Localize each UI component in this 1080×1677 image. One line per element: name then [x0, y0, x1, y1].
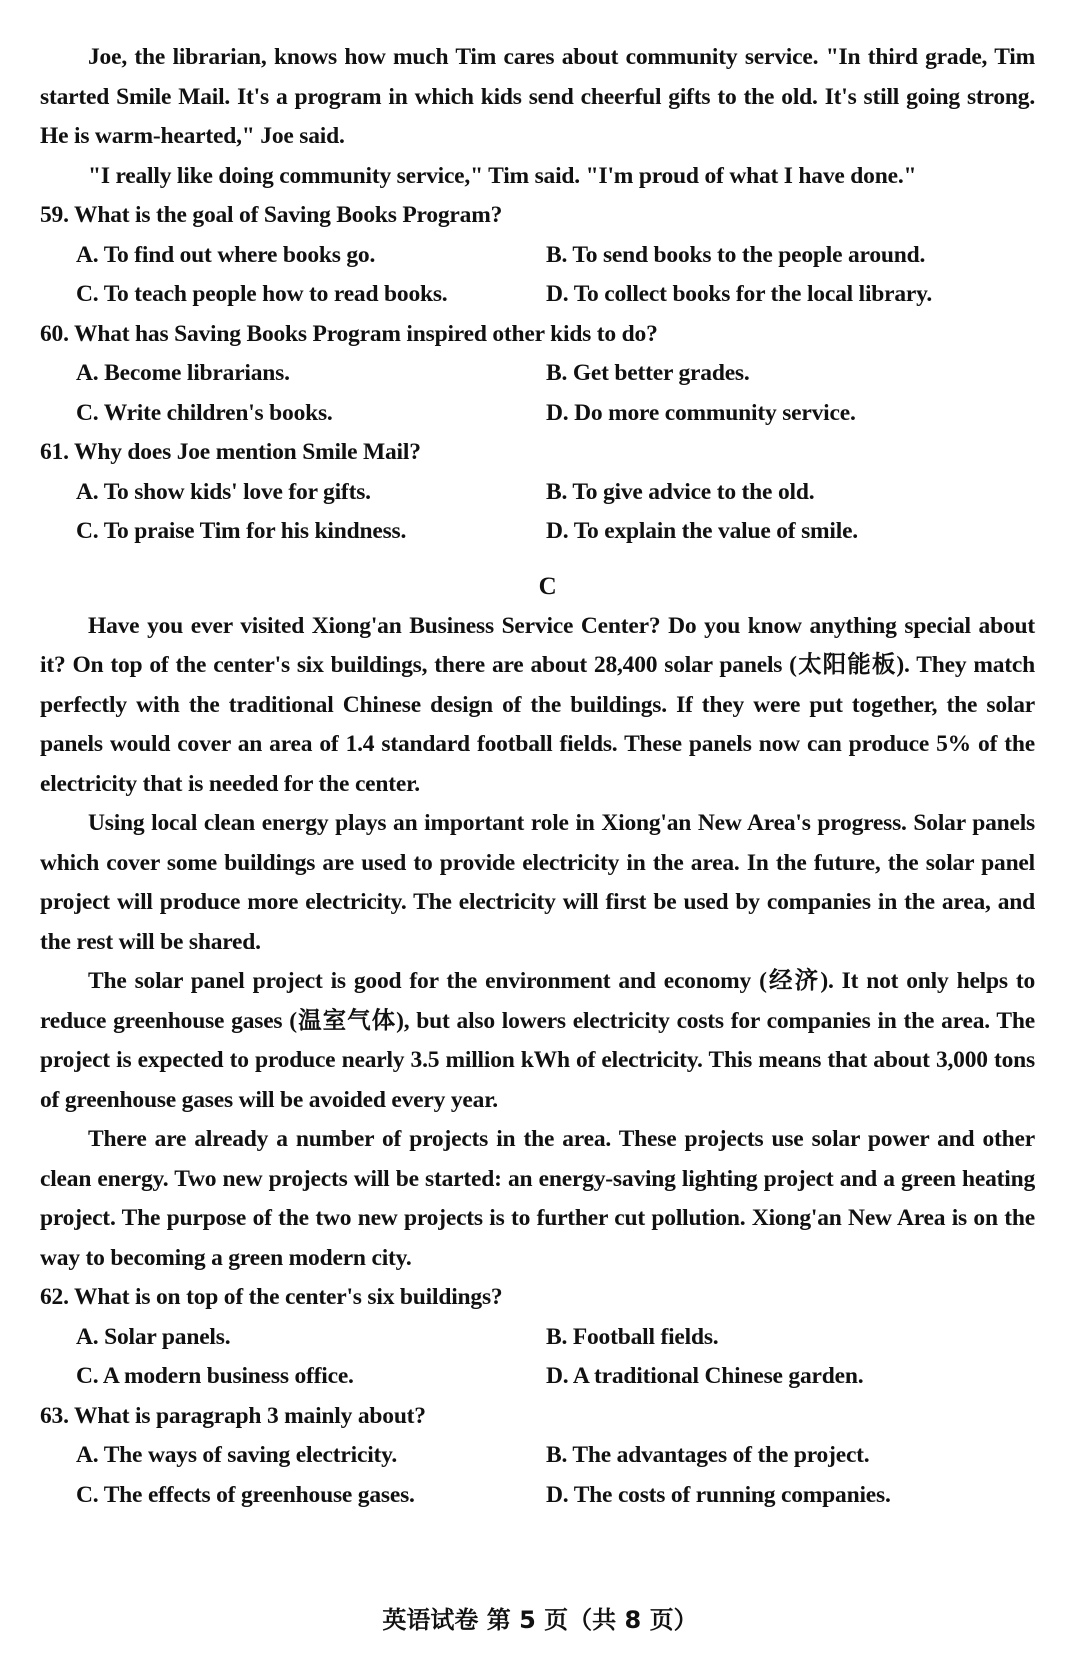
- option-d[interactable]: D. To collect books for the local library.: [546, 281, 933, 307]
- question-60: [40, 315, 1035, 434]
- option-c[interactable]: C. A modern business office.: [76, 1363, 354, 1389]
- option-b[interactable]: B. The advantages of the project.: [546, 1442, 870, 1468]
- passage-c: [40, 567, 1035, 1515]
- paragraph-c4: There are already a number of projects in the area. These projects use solar power and other clean energy. Two new projects will be started: an energy-saving lighting project and a green heating project. The purpose of the two new projects is to further cut pollution. Xiong'an New Area is on the way to becoming a green modern city.: [40, 1126, 1035, 1271]
- question-stem: 60. What has Saving Books Program inspired other kids to do?: [40, 320, 658, 347]
- option-c[interactable]: C. To praise Tim for his kindness.: [76, 518, 407, 544]
- option-c[interactable]: C. To teach people how to read books.: [76, 281, 448, 307]
- paragraph-tim-quote: "I really like doing community service," Tim said. "I'm proud of what I have done.": [88, 162, 917, 189]
- question-61: [40, 433, 1035, 552]
- option-a[interactable]: A. To show kids' love for gifts.: [76, 478, 371, 505]
- paragraph-joe-quote: Joe, the librarian, knows how much Tim cares about community service. "In third grade, Tim started Smile Mail. It's a program in which kids send cheerful gifts to the old. It's still going strong. He is warm-hearted," Joe said.: [40, 44, 1035, 149]
- question-stem: 63. What is paragraph 3 mainly about?: [40, 1402, 426, 1429]
- paragraph-c3: The solar panel project is good for the environment and economy (经济). It not only helps to reduce greenhouse gases (温室气体), but also lowers electricity costs for companies in the area. The project is expected to produce nearly 3.5 million kWh of electricity. This means that about 3,000 tons of greenhouse gases will be avoided every year.: [40, 968, 1035, 1113]
- passage-b-ending: [40, 38, 1035, 552]
- option-a[interactable]: A. To find out where books go.: [76, 241, 376, 268]
- question-stem: 59. What is the goal of Saving Books Program?: [40, 202, 503, 228]
- option-a[interactable]: A. Solar panels.: [76, 1323, 231, 1350]
- answer-options: [76, 354, 1035, 433]
- question-63: [40, 1397, 1035, 1516]
- section-title-c: C: [538, 573, 557, 600]
- answer-options: [76, 236, 1035, 315]
- question-stem: 61. Why does Joe mention Smile Mail?: [40, 439, 421, 465]
- page-footer: 英语试卷 第 5 页（共 8 页）: [382, 1606, 698, 1634]
- paragraph-c1: Have you ever visited Xiong'an Business Service Center? Do you know anything special about it? On top of the center's six buildings, there are about 28,400 solar panels (太阳能板). They match perfectly with the traditional Chinese design of the buildings. If they were put together, the solar panels would cover an area of 1.4 standard football fields. These panels now can produce 5% of the electricity that is needed for the center.: [40, 612, 1035, 797]
- option-c[interactable]: C. The effects of greenhouse gases.: [76, 1481, 415, 1508]
- paragraph-c2: Using local clean energy plays an important role in Xiong'an New Area's progress. Solar panels which cover some buildings are used to provide electricity in the area. In the future, the solar panel project will produce more electricity. The electricity will first be used by companies in the area, and the rest will be shared.: [40, 810, 1035, 955]
- option-d[interactable]: D. Do more community service.: [546, 399, 856, 426]
- option-d[interactable]: D. To explain the value of smile.: [546, 518, 858, 544]
- option-d[interactable]: D. A traditional Chinese garden.: [546, 1363, 864, 1389]
- option-c[interactable]: C. Write children's books.: [76, 399, 333, 426]
- option-d[interactable]: D. The costs of running companies.: [546, 1481, 891, 1508]
- question-stem: 62. What is on top of the center's six buildings?: [40, 1284, 503, 1310]
- option-b[interactable]: B. Get better grades.: [546, 360, 750, 386]
- option-b[interactable]: B. To give advice to the old.: [546, 478, 815, 505]
- answer-options: [76, 1318, 1035, 1397]
- question-62: [40, 1278, 1035, 1397]
- option-a[interactable]: A. The ways of saving electricity.: [76, 1442, 398, 1468]
- option-b[interactable]: B. To send books to the people around.: [546, 241, 926, 268]
- answer-options: [76, 1436, 1035, 1515]
- option-a[interactable]: A. Become librarians.: [76, 360, 290, 386]
- answer-options: [76, 473, 1035, 552]
- option-b[interactable]: B. Football fields.: [546, 1323, 719, 1350]
- question-59: [40, 196, 1035, 315]
